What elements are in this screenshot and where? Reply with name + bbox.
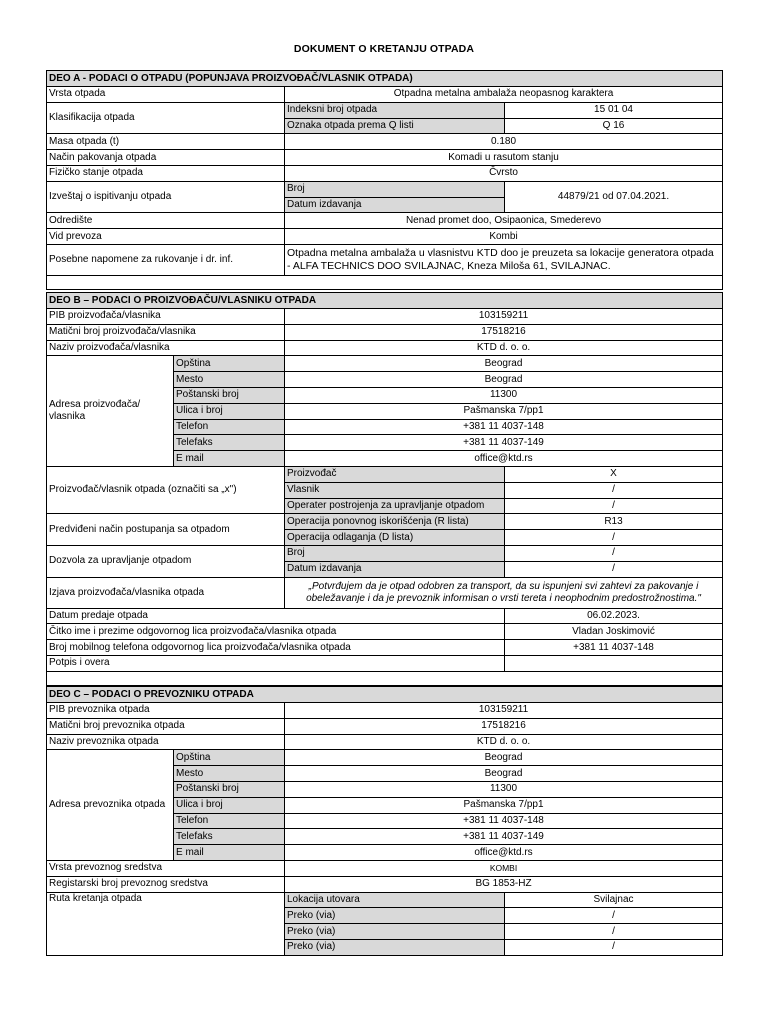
postanski-label: Poštanski broj: [174, 781, 285, 797]
spacer-row: [47, 275, 723, 289]
pib-label: PIB prevoznika otpada: [47, 703, 285, 719]
fizicko-label: Fizičko stanje otpada: [47, 165, 285, 181]
vlasnik-value: /: [505, 482, 723, 498]
vid-prevoza-label: Vid prevoza: [47, 229, 285, 245]
izjava-label: Izjava proizvođača/vlasnika otpada: [47, 577, 285, 608]
mobilni-value: +381 11 4037-148: [505, 640, 723, 656]
telefon-value: +381 11 4037-148: [285, 419, 723, 435]
telefaks-value: +381 11 4037-149: [285, 435, 723, 451]
telefon-label: Telefon: [174, 419, 285, 435]
dozvola-broj-label: Broj: [285, 545, 505, 561]
telefon-label: Telefon: [174, 813, 285, 829]
ruta-label: Ruta kretanja otpada: [47, 892, 285, 955]
mesto-value: Beograd: [285, 766, 723, 782]
maticni-broj-value: 17518216: [285, 324, 723, 340]
mesto-value: Beograd: [285, 372, 723, 388]
preko-value: /: [505, 924, 723, 940]
ulica-label: Ulica i broj: [174, 403, 285, 419]
izvestaj-broj-label: Broj: [285, 181, 505, 197]
telefaks-value: +381 11 4037-149: [285, 829, 723, 845]
mesto-label: Mesto: [174, 372, 285, 388]
odgovorno-lice-label: Čitko ime i prezime odgovornog lica proizvođača/vlasnika otpada: [47, 624, 505, 640]
oznaka-label: Oznaka otpada prema Q listi: [285, 118, 505, 134]
preko-label: Preko (via): [285, 924, 505, 940]
izjava-value: „Potvrđujem da je otpad odobren za transport, da su ispunjeni svi zahtevi za pakovanje i obeležavanje i da je prevoznik informisan o vrsti tereta i neophodnim predostrožnostima.": [285, 577, 723, 608]
proizvodjac-value: X: [505, 466, 723, 482]
operacija-d-value: /: [505, 530, 723, 546]
preko-value: /: [505, 939, 723, 955]
napomene-value: Otpadna metalna ambalaža u vlasnistvu KTD doo je preuzeta sa lokacije generatora otpada - ALFA TECHNICS DOO SVILAJNAC, Kneza Miloša 61, SVILAJNAC.: [285, 244, 723, 275]
izvestaj-label: Izveštaj o ispitivanju otpada: [47, 181, 285, 213]
dozvola-datum-label: Datum izdavanja: [285, 561, 505, 577]
vlasnik-label: Vlasnik: [285, 482, 505, 498]
section-c-header: DEO C – PODACI O PREVOZNIKU OTPADA: [47, 687, 723, 703]
email-label: E mail: [174, 845, 285, 861]
klasifikacija-label: Klasifikacija otpada: [47, 102, 285, 134]
opstina-value: Beograd: [285, 750, 723, 766]
vid-prevoza-value: Kombi: [285, 229, 723, 245]
opstina-label: Opština: [174, 750, 285, 766]
postanski-value: 11300: [285, 387, 723, 403]
pib-value: 103159211: [285, 309, 723, 325]
preko-value: /: [505, 908, 723, 924]
telefaks-label: Telefaks: [174, 829, 285, 845]
odgovorno-lice-value: Vladan Joskimović: [505, 624, 723, 640]
naziv-value: KTD d. o. o.: [285, 340, 723, 356]
operater-label: Operater postrojenja za upravljanje otpadom: [285, 498, 505, 514]
section-b-header: DEO B – PODACI O PROIZVOĐAČU/VLASNIKU OTPADA: [47, 293, 723, 309]
ulica-label: Ulica i broj: [174, 797, 285, 813]
mobilni-label: Broj mobilnog telefona odgovornog lica proizvođača/vlasnika otpada: [47, 640, 505, 656]
vrsta-sredstva-label: Vrsta prevoznog sredstva: [47, 860, 285, 876]
datum-predaje-value: 06.02.2023.: [505, 608, 723, 624]
proizvodjac-label: Proizvođač: [285, 466, 505, 482]
operater-value: /: [505, 498, 723, 514]
email-value: office@ktd.rs: [285, 845, 723, 861]
oznaciti-label: Proizvođač/vlasnik otpada (označiti sa „x"): [47, 466, 285, 513]
registarski-broj-label: Registarski broj prevoznog sredstva: [47, 876, 285, 892]
masa-label: Masa otpada (t): [47, 134, 285, 150]
vrsta-label: Vrsta otpada: [47, 87, 285, 103]
telefon-value: +381 11 4037-148: [285, 813, 723, 829]
dozvola-datum-value: /: [505, 561, 723, 577]
dozvola-broj-value: /: [505, 545, 723, 561]
dozvola-label: Dozvola za upravljanje otpadom: [47, 545, 285, 577]
pakovanje-value: Komadi u rasutom stanju: [285, 150, 723, 166]
preko-label: Preko (via): [285, 939, 505, 955]
email-label: E mail: [174, 451, 285, 467]
preko-label: Preko (via): [285, 908, 505, 924]
odrediste-value: Nenad promet doo, Osipaonica, Smederevo: [285, 213, 723, 229]
document-title: DOKUMENT O KRETANJU OTPADA: [293, 43, 475, 55]
operacija-d-label: Operacija odlaganja (D lista): [285, 530, 505, 546]
indeksni-label: Indeksni broj otpada: [285, 102, 505, 118]
mesto-label: Mesto: [174, 766, 285, 782]
vrsta-value: Otpadna metalna ambalaža neopasnog karaktera: [285, 87, 723, 103]
operacija-r-value: R13: [505, 514, 723, 530]
napomene-label: Posebne napomene za rukovanje i dr. inf.: [47, 244, 285, 275]
lokacija-utovara-value: Svilajnac: [505, 892, 723, 908]
masa-value: 0.180: [285, 134, 723, 150]
naziv-label: Naziv proizvođača/vlasnika: [47, 340, 285, 356]
postupanje-label: Predviđeni način postupanja sa otpadom: [47, 514, 285, 546]
potpis-value: [505, 655, 723, 671]
pakovanje-label: Način pakovanja otpada: [47, 150, 285, 166]
postanski-value: 11300: [285, 781, 723, 797]
vrsta-sredstva-value: KOMBI: [285, 860, 723, 876]
lokacija-utovara-label: Lokacija utovara: [285, 892, 505, 908]
telefaks-label: Telefaks: [174, 435, 285, 451]
section-a-table: [46, 70, 723, 290]
adresa-label: Adresa prevoznika otpada: [47, 750, 174, 861]
maticni-broj-label: Matični broj prevoznika otpada: [47, 718, 285, 734]
section-c-table: [46, 686, 723, 956]
opstina-value: Beograd: [285, 356, 723, 372]
spacer-row: [47, 671, 723, 685]
adresa-label: Adresa proizvođača/ vlasnika: [47, 356, 174, 467]
naziv-label: Naziv prevoznika otpada: [47, 734, 285, 750]
izvestaj-value: 44879/21 od 07.04.2021.: [505, 181, 723, 213]
pib-value: 103159211: [285, 703, 723, 719]
section-b-table: [46, 292, 723, 686]
potpis-label: Potpis i overa: [47, 655, 505, 671]
izvestaj-datum-label: Datum izdavanja: [285, 197, 505, 213]
maticni-broj-label: Matični broj proizvođača/vlasnika: [47, 324, 285, 340]
operacija-r-label: Operacija ponovnog iskorišćenja (R lista): [285, 514, 505, 530]
section-a-header: DEO A - PODACI O OTPADU (POPUNJAVA PROIZVOĐAČ/VLASNIK OTPADA): [47, 71, 723, 87]
ulica-value: Pašmanska 7/pp1: [285, 797, 723, 813]
oznaka-value: Q 16: [505, 118, 723, 134]
indeksni-value: 15 01 04: [505, 102, 723, 118]
maticni-broj-value: 17518216: [285, 718, 723, 734]
pib-label: PIB proizvođača/vlasnika: [47, 309, 285, 325]
opstina-label: Opština: [174, 356, 285, 372]
postanski-label: Poštanski broj: [174, 387, 285, 403]
naziv-value: KTD d. o. o.: [285, 734, 723, 750]
registarski-broj-value: BG 1853-HZ: [285, 876, 723, 892]
datum-predaje-label: Datum predaje otpada: [47, 608, 505, 624]
email-value: office@ktd.rs: [285, 451, 723, 467]
odrediste-label: Odredište: [47, 213, 285, 229]
ulica-value: Pašmanska 7/pp1: [285, 403, 723, 419]
fizicko-value: Čvrsto: [285, 165, 723, 181]
